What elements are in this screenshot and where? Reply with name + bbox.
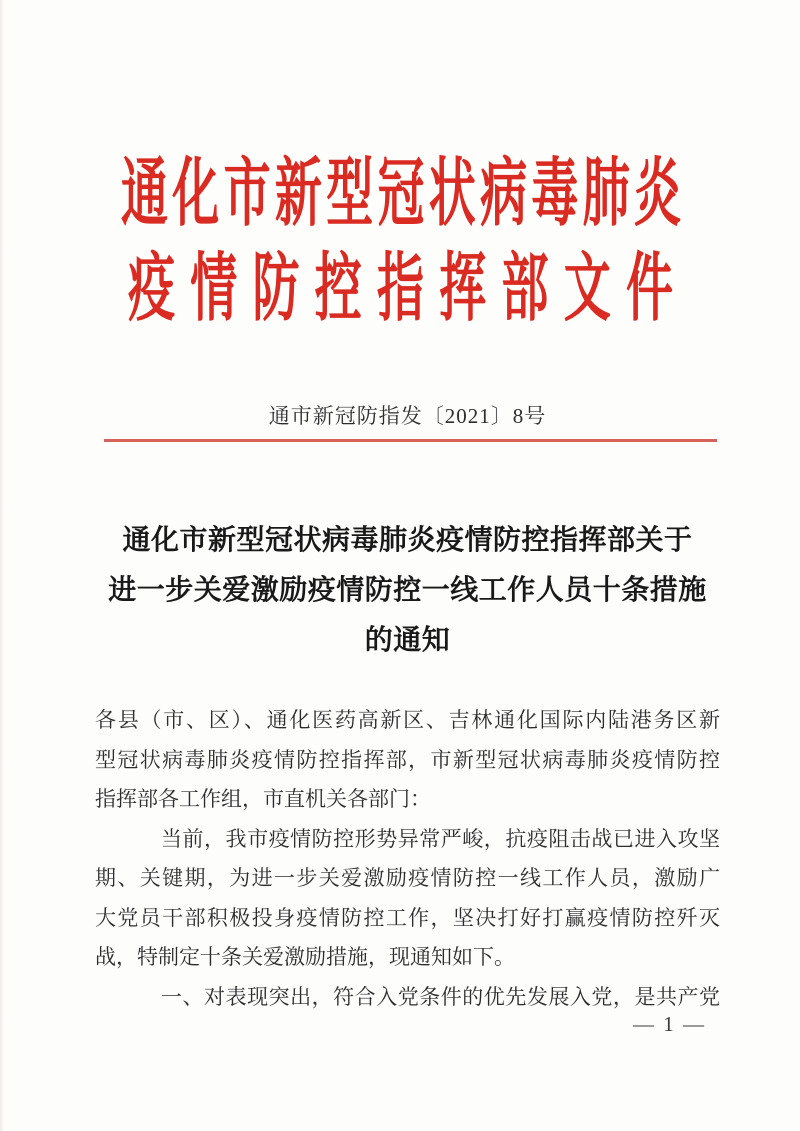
body-line: 型冠状病毒肺炎疫情防控指挥部，市新型冠状病毒肺炎疫情防控 [95, 747, 720, 772]
document-title [60, 516, 755, 666]
body-line: 大党员干部积极投身疫情防控工作，坚决打好打赢疫情防控歼灭 [95, 905, 720, 930]
letterhead-line-2: 疫 情 防 控 指 挥 部 文 件 [128, 248, 673, 332]
body-line: 各县（市、区）、通化医药高新区、吉林通化国际内陆港务区新 [95, 708, 720, 732]
document-body [95, 701, 720, 1017]
red-separator-line [104, 439, 717, 442]
title-line-2: 进一步关爱激励疫情防控一线工作人员十条措施 [108, 575, 707, 606]
title-line-3: 的通知 [364, 625, 451, 656]
body-line: 当前，我市疫情防控形势异常严峻，抗疫阻击战已进入攻坚 [161, 826, 720, 851]
document-number: 通市新冠防指发〔2021〕8号 [268, 404, 547, 428]
body-line: 一、对表现突出，符合入党条件的优先发展入党，是共产党 [161, 984, 720, 1009]
title-line-1: 通化市新型冠状病毒肺炎疫情防控指挥部关于 [122, 525, 693, 556]
body-line: 指挥部各工作组，市直机关各部门： [95, 787, 431, 811]
letterhead-line-1: 通 化 市 新 型 冠 状 病 毒 肺 炎 [121, 153, 681, 237]
body-line: 期、关键期，为进一步关爱激励疫情防控一线工作人员，激励广 [95, 866, 720, 890]
page-number: — 1 — [633, 1012, 706, 1036]
body-line: 战，特制定十条关爱激励措施，现通知如下。 [95, 945, 515, 969]
